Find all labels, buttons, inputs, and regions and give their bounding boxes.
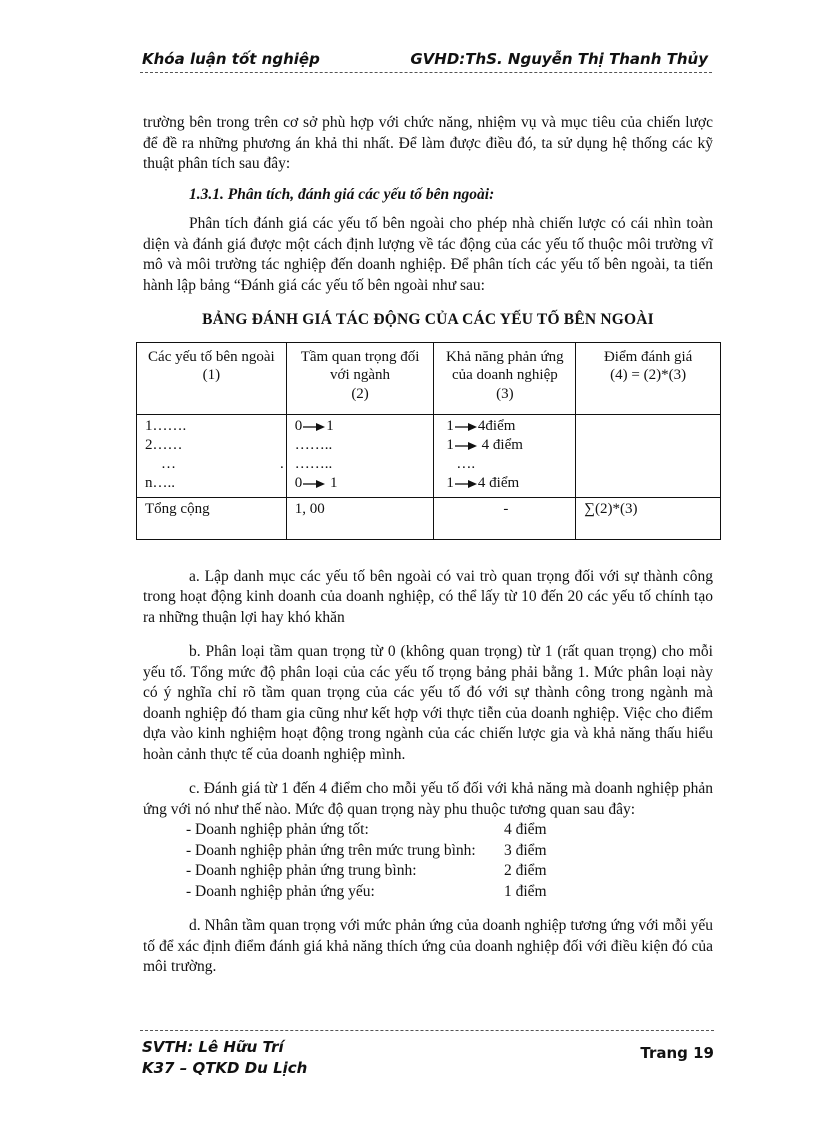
page-body: [143, 113, 713, 978]
evaluation-table: [136, 342, 721, 540]
arrow-right-icon: [303, 422, 325, 432]
intro-paragraph: trường bên trong trên cơ sở phù hợp với chức năng, nhiệm vụ và mục tiêu của chiến lược để đề ra những phương án khả thi nhất. Để làm được điều đó, ta sử dụng hệ thống các kỹ thuật phân tích sau đây:: [143, 114, 713, 172]
total-score: ∑(2)*(3): [576, 498, 721, 540]
table-header-row: [137, 342, 721, 415]
criteria-list: [143, 820, 713, 902]
arrow-right-icon: [455, 441, 477, 451]
page-number: Trang 19: [640, 1044, 714, 1062]
section-heading: 1.3.1. Phân tích, đánh giá các yếu tố bên ngoài:: [189, 185, 495, 203]
factors-cell: 1……. 2…… … . n…..: [137, 415, 287, 498]
paragraph-c: c. Đánh giá từ 1 đến 4 điểm cho mỗi yếu tố đối với khả năng mà doanh nghiệp phản ứng với nó như thế nào. Mức độ quan trọng này phu thuộc tương quan sau đây:: [143, 780, 713, 818]
paragraph-d: d. Nhân tầm quan trọng với mức phản ứng của doanh nghiệp tương ứng với mỗi yếu tố để xác định điểm đánh giá khả năng thích ứng của doanh nghiệp đối với điều kiện đó của môi trường.: [143, 917, 713, 975]
footer-student-info: [142, 1037, 307, 1079]
list-item: - Doanh nghiệp phản ứng yếu: 1 điểm: [186, 882, 547, 900]
importance-cell: 0 1 …….. …….. 0 1: [286, 415, 434, 498]
total-label: Tổng cộng: [137, 498, 287, 540]
list-item: - Doanh nghiệp phản ứng tốt: 4 điểm: [186, 821, 547, 838]
total-response: -: [434, 498, 576, 540]
section-paragraph: Phân tích đánh giá các yếu tố bên ngoài cho phép nhà chiến lược có cái nhìn toàn diện và đánh giá được một cách định lượng về tác động của các yếu tố thuộc môi trường vĩ mô và môi trường tác nghiệp đến doanh nghiệp. Để phân tích các yếu tố bên ngoài, ta tiến hành lập bảng “Đánh giá các yếu tố bên ngoài như sau:: [143, 215, 713, 294]
page-header: [140, 48, 712, 73]
arrow-right-icon: [455, 422, 477, 432]
arrow-right-icon: [455, 479, 477, 489]
header-thesis-title: Khóa luận tốt nghiệp: [142, 50, 320, 68]
table-total-row: [137, 498, 721, 540]
arrow-right-icon: [303, 479, 325, 489]
table-row: [137, 415, 721, 498]
score-cell: [576, 415, 721, 498]
paragraph-b: b. Phân loại tầm quan trọng từ 0 (không quan trọng) từ 1 (rất quan trọng) cho mỗi yếu tố. Tổng mức độ phân loại của các yếu tố trọng bảng phải bằng 1. Mức phân loại này có ý nghĩa chỉ rõ tầm quan trọng của các yếu tố đó với sự thành công trong ngành mà doanh nghiệp đó tham gia cũng như kết hợp với thực tiễn của doanh nghiệp. Việc cho điểm dựa vào kinh nghiệm hoạt động trong ngành của các chiến lược gia và khả năng thấu hiểu hoàn cảnh thực tế của doanh nghiệp mình.: [143, 643, 713, 763]
header-score: Điểm đánh giá (4) = (2)*(3): [576, 342, 721, 415]
footer-class: K37 – QTKD Du Lịch: [142, 1059, 308, 1077]
table-title: BẢNG ĐÁNH GIÁ TÁC ĐỘNG CỦA CÁC YẾU TỐ BÊN NGOÀI: [202, 311, 654, 328]
response-cell: 1 4điểm 1 4 điểm …. 1 4 điểm: [434, 415, 576, 498]
header-importance: Tầm quan trọng đối với ngành (2): [286, 342, 434, 415]
list-item: - Doanh nghiệp phản ứng trung bình: 2 điểm: [186, 862, 547, 879]
header-external-factors: Các yếu tố bên ngoài (1): [137, 342, 287, 415]
total-importance: 1, 00: [286, 498, 434, 540]
page-footer: [140, 1030, 714, 1077]
header-advisor: GVHD:ThS. Nguyễn Thị Thanh Thủy: [410, 50, 708, 68]
footer-student-name: SVTH: Lê Hữu Trí: [142, 1038, 284, 1056]
paragraph-a: a. Lập danh mục các yếu tố bên ngoài có vai trò quan trọng đối với sự thành công trong hoạt động kinh doanh của doanh nghiệp, có thể lấy từ 10 đến 20 các yếu tố chính tạo ra những thuận lợi hay khó khăn: [143, 567, 713, 626]
header-response: Khả năng phản ứng của doanh nghiệp (3): [434, 342, 576, 415]
list-item: - Doanh nghiệp phản ứng trên mức trung bình: 3 điểm: [186, 841, 547, 859]
